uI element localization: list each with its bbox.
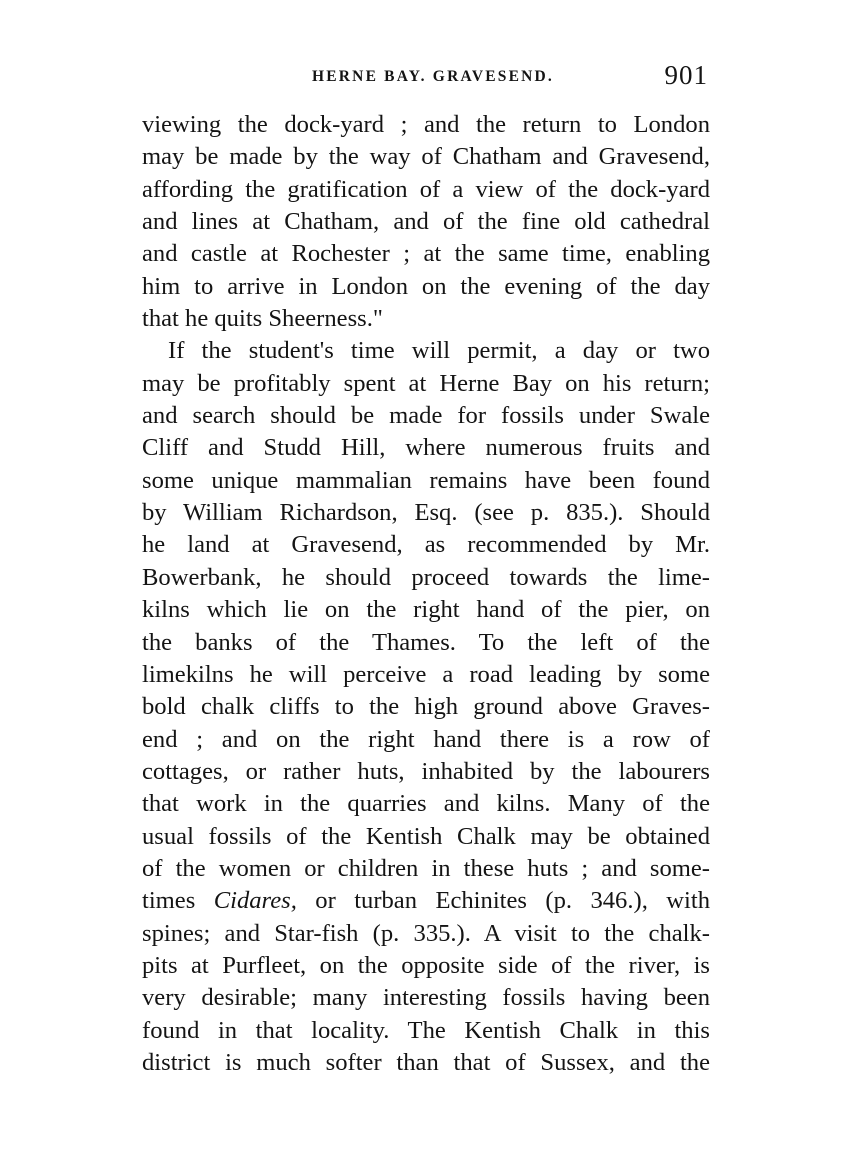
- text-line: district is much softer than that of Sussex, and the: [142, 1048, 710, 1076]
- text-line: some unique mammalian remains have been found: [142, 466, 710, 494]
- text-run: or turban Echinites (p. 346.), with: [296, 887, 710, 915]
- text-line: him to arrive in London on the evening of the day: [142, 272, 710, 300]
- text-line: limekilns he will perceive a road leading by some: [142, 660, 710, 688]
- text-line: cottages, or rather huts, inhabited by the labourers: [142, 757, 710, 785]
- text-line: Bowerbank, he should proceed towards the lime-: [142, 563, 710, 591]
- italic-term: Cidares,: [213, 887, 297, 915]
- text-line: affording the gratification of a view of the dock-yard: [142, 175, 710, 203]
- text-line: and castle at Rochester ; at the same time, enabling: [142, 240, 710, 268]
- running-title: HERNE BAY. GRAVESEND.: [311, 68, 555, 85]
- text-line: pits at Purfleet, on the opposite side of the river, is: [142, 951, 710, 979]
- text-line: Cliff and Studd Hill, where numerous fruits and: [142, 434, 710, 462]
- text-line-italic-mixed: [142, 885, 710, 917]
- text-line: and search should be made for fossils under Swale: [142, 402, 710, 430]
- text-line: end ; and on the right hand there is a row of: [142, 725, 710, 753]
- running-head: [142, 60, 710, 92]
- text-line: and lines at Chatham, and of the fine old cathedral: [142, 208, 710, 236]
- text-line: may be profitably spent at Herne Bay on his return;: [142, 369, 710, 397]
- text-line: of the women or children in these huts ; and some-: [142, 854, 710, 882]
- text-line: If the student's time will permit, a day or two: [168, 337, 710, 365]
- text-line: found in that locality. The Kentish Chalk in this: [142, 1016, 710, 1044]
- text-line: viewing the dock-yard ; and the return to London: [142, 111, 710, 138]
- text-line: by William Richardson, Esq. (see p. 835.). Should: [142, 499, 710, 527]
- text-line: may be made by the way of Chatham and Gravesend,: [142, 143, 710, 171]
- text-line: that he quits Sheerness.": [142, 305, 383, 333]
- text-run: times: [142, 887, 214, 915]
- text-line: that work in the quarries and kilns. Many of the: [142, 790, 710, 818]
- text-line: spines; and Star-fish (p. 335.). A visit to the chalk-: [142, 919, 710, 947]
- body-text: [142, 109, 710, 1079]
- text-line: very desirable; many interesting fossils having been: [142, 984, 710, 1012]
- text-line: kilns which lie on the right hand of the pier, on: [142, 596, 710, 624]
- text-line: bold chalk cliffs to the high ground above Graves-: [142, 693, 710, 721]
- text-line: he land at Gravesend, as recommended by Mr.: [142, 531, 710, 559]
- page-number: 901: [664, 60, 708, 90]
- text-line: the banks of the Thames. To the left of the: [142, 628, 710, 656]
- text-line: usual fossils of the Kentish Chalk may be obtained: [142, 822, 710, 850]
